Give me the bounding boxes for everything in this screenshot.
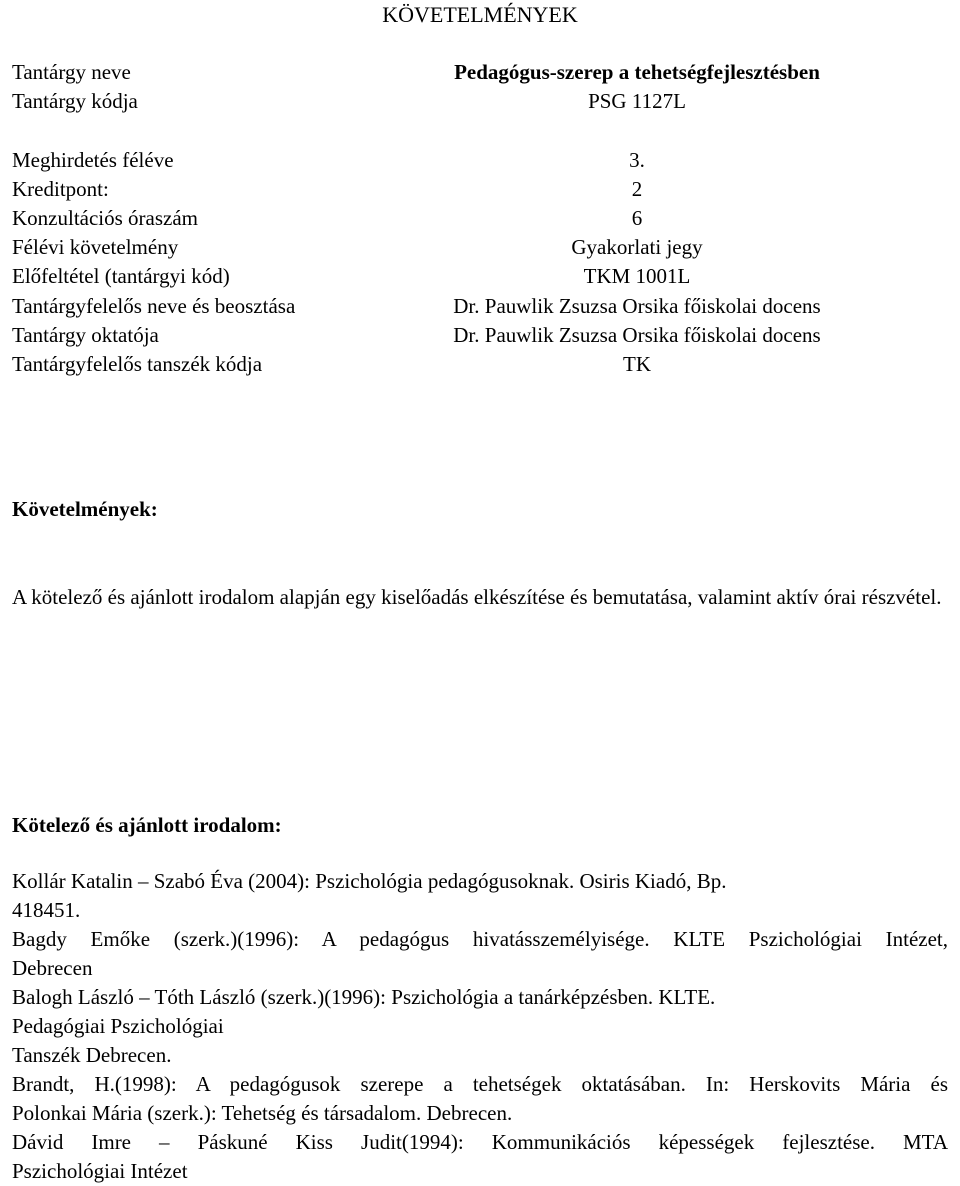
info-row-responsible [12,292,952,321]
subject-code-value: PSG 1127L [588,89,686,114]
literature-line: Brandt, H.(1998): A pedagógusok szerepe a tehetségek oktatásában. In: Herskovits Mária és [12,1072,948,1096]
literature-line: Debrecen [12,956,93,980]
subject-name-value: Pedagógus-szerep a tehetségfejlesztésben [454,60,820,84]
literature-line: Pedagógiai Pszichológiai [12,1014,224,1038]
teacher-label: Tantárgy oktatója [12,322,159,347]
teacher-value: Dr. Pauwlik Zsuzsa Orsika főiskolai docens [453,322,821,347]
info-row-requirement [12,233,952,262]
literature-line: Dávid Imre – Páskuné Kiss Judit(1994): Kommunikációs képességek fejlesztése. MTA [12,1130,948,1154]
info-row-subject-code [12,87,952,116]
info-row-subject-name [12,58,952,87]
info-row-hours [12,204,952,233]
literature-line: Polonkai Mária (szerk.): Tehetség és társadalom. Debrecen. [12,1101,513,1125]
credit-label: Kreditpont: [12,176,109,201]
info-row-teacher [12,321,952,350]
info-row-prerequisite [12,262,952,291]
department-value: TK [623,351,651,376]
hours-label: Konzultációs óraszám [12,205,199,230]
page-title: KÖVETELMÉNYEK [382,2,578,27]
requirement-value: Gyakorlati jegy [571,235,703,260]
hours-value: 6 [631,205,643,230]
requirements-heading: Követelmények: [12,497,158,521]
info-row-semester [12,146,952,175]
literature-heading: Kötelező és ajánlott irodalom: [12,813,282,837]
literature-line: 418451. [12,898,81,922]
credit-value: 2 [631,176,643,201]
prerequisite-label: Előfeltétel (tantárgyi kód) [12,264,230,289]
info-row-department [12,350,952,379]
semester-value: 3. [629,147,645,172]
course-info-table [12,58,952,379]
requirement-label: Félévi követelmény [12,235,179,260]
responsible-value: Dr. Pauwlik Zsuzsa Orsika főiskolai docens [453,293,821,318]
subject-name-label: Tantárgy neve [12,60,131,84]
literature-line: Kollár Katalin – Szabó Éva (2004): Pszichológia pedagógusoknak. Osiris Kiadó, Bp. [12,869,727,893]
literature-line: Bagdy Emőke (szerk.)(1996): A pedagógus hivatásszemélyisége. KLTE Pszichológiai Intézet, [12,927,948,951]
requirements-text: A kötelező és ajánlott irodalom alapján egy kiselőadás elkészítése és bemutatása, valamint aktív órai részvétel. [12,585,942,609]
info-row-credit [12,175,952,204]
semester-label: Meghirdetés féléve [12,147,174,172]
literature-line: Pszichológiai Intézet [12,1159,188,1183]
literature-line: Balogh László – Tóth László (szerk.)(1996): Pszichológia a tanárképzésben. KLTE. [12,985,716,1009]
prerequisite-value: TKM 1001L [583,264,691,289]
responsible-label: Tantárgyfelelős neve és beosztása [12,293,296,318]
literature-line: Tanszék Debrecen. [12,1043,172,1067]
subject-code-label: Tantárgy kódja [12,89,138,114]
literature-list [12,867,948,1186]
info-spacer [12,116,952,145]
department-label: Tantárgyfelelős tanszék kódja [12,351,263,376]
